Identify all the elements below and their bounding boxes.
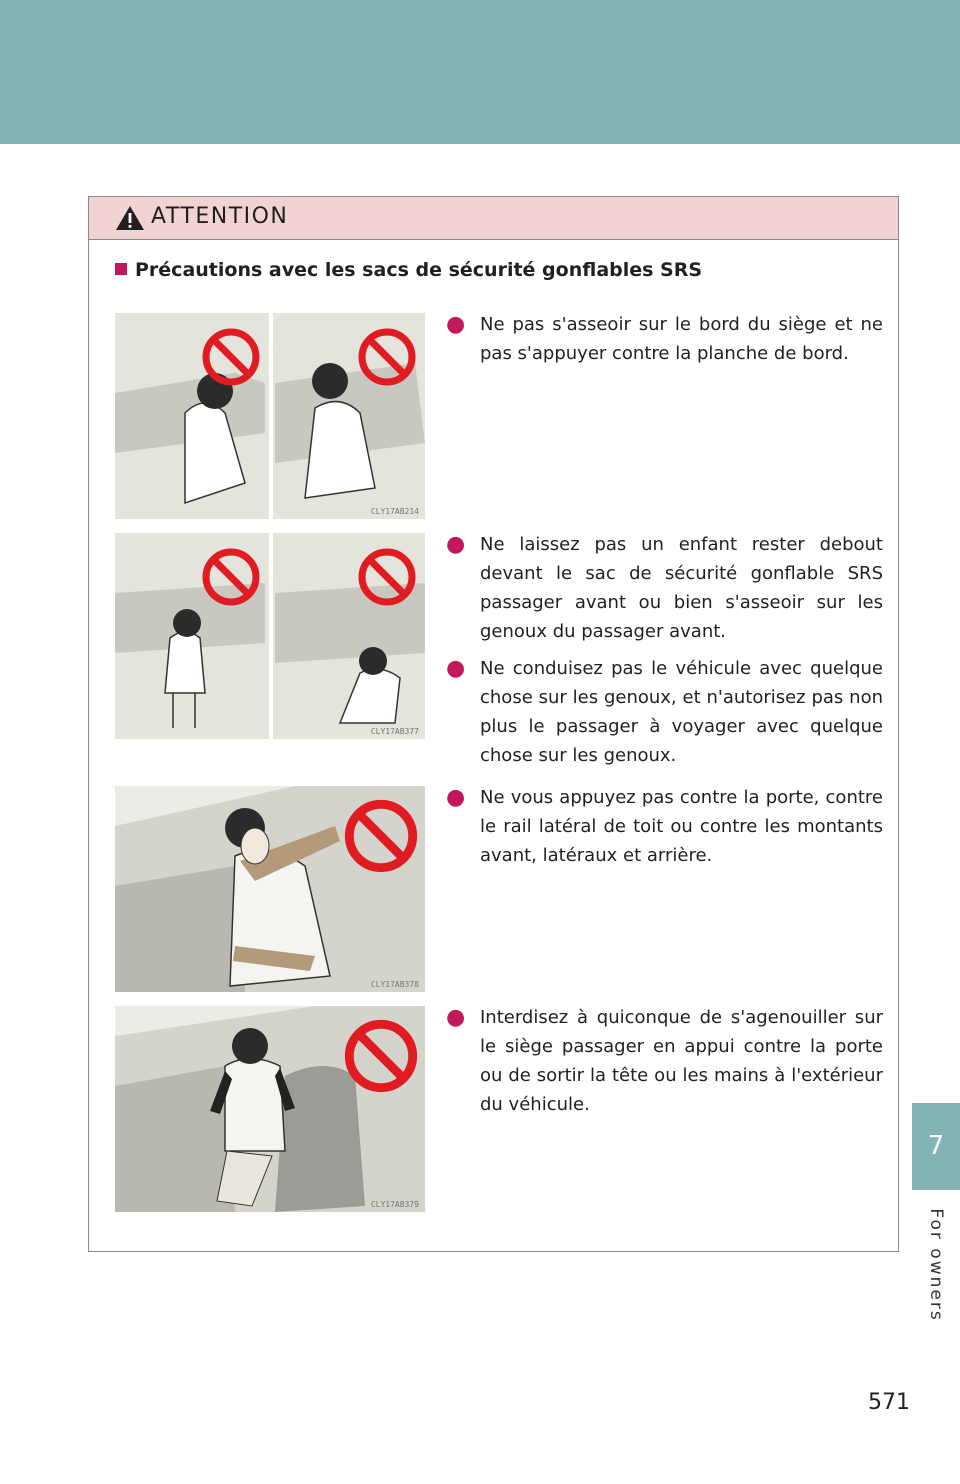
prohibited-sign-icon (357, 327, 417, 387)
attention-title: ATTENTION (151, 204, 289, 229)
bullet-dot-icon: ● (446, 656, 466, 681)
bullet-dot-icon: ● (446, 532, 466, 557)
precaution-item-3 (446, 654, 883, 770)
section-heading-text: Précautions avec les sacs de sécurité gonflables SRS (135, 259, 703, 281)
warning-triangle-icon (115, 204, 145, 232)
prohibited-sign-icon (201, 547, 261, 607)
illustration-code: CLY17AB214 (370, 507, 419, 516)
chapter-tab: 7 (912, 1103, 960, 1190)
illustration-3 (115, 786, 425, 992)
illustration-1 (115, 313, 425, 519)
attention-header (89, 197, 898, 240)
precaution-text: Ne conduisez pas le véhicule avec quelque chose sur les genoux, et n'autorisez pas non plus le passager à voyager avec quelque chose sur les genoux. (480, 658, 883, 766)
page-number: 571 (868, 1390, 910, 1415)
precaution-item-5 (446, 1003, 883, 1119)
prohibited-sign-icon (343, 798, 419, 874)
attention-box (88, 196, 899, 1252)
illustration-code: CLY17AB378 (370, 980, 419, 989)
section-heading (115, 259, 702, 281)
bullet-dot-icon: ● (446, 1005, 466, 1030)
header-band (0, 0, 960, 144)
precaution-text: Ne vous appuyez pas contre la porte, contre le rail latéral de toit ou contre les montants avant, latéraux et arrière. (480, 787, 883, 866)
square-bullet-icon (115, 263, 127, 275)
illustration-2 (115, 533, 425, 739)
precaution-item-2 (446, 530, 883, 646)
precaution-text: Ne pas s'asseoir sur le bord du siège et ne pas s'appuyer contre la planche de bord. (480, 314, 883, 364)
bullet-dot-icon: ● (446, 785, 466, 810)
prohibited-sign-icon (343, 1018, 419, 1094)
prohibited-sign-icon (201, 327, 261, 387)
bullet-dot-icon: ● (446, 312, 466, 337)
precaution-item-1 (446, 310, 883, 368)
precaution-text: Ne laissez pas un enfant rester debout devant le sac de sécurité gonflable SRS passager avant ou bien s'asseoir sur les genoux du passager avant. (480, 534, 883, 642)
illustration-code: CLY17AB377 (370, 727, 419, 736)
precaution-item-4 (446, 783, 883, 870)
precaution-text: Interdisez à quiconque de s'agenouiller sur le siège passager en appui contre la porte ou de sortir la tête ou les mains à l'extérieur du véhicule. (480, 1007, 883, 1115)
prohibited-sign-icon (357, 547, 417, 607)
chapter-label (912, 1195, 960, 1335)
chapter-label-text: For owners (926, 1208, 946, 1322)
illustration-code: CLY17AB379 (370, 1200, 419, 1209)
illustration-4 (115, 1006, 425, 1212)
